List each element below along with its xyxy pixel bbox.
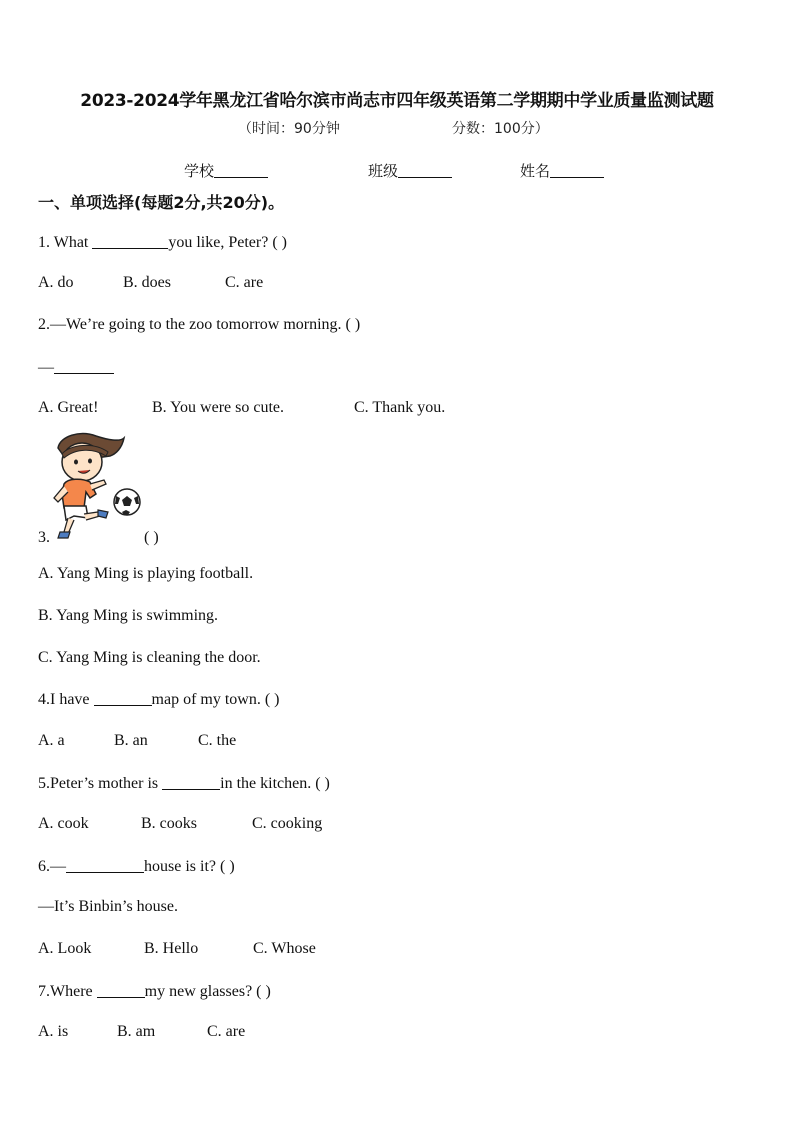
boy-kicking-football-icon <box>50 432 146 542</box>
option-c[interactable]: C. are <box>225 274 264 291</box>
option-c[interactable]: C. the <box>198 732 237 749</box>
name-blank[interactable] <box>550 163 604 178</box>
section-title: 一、单项选择(每题2分,共20分)。 <box>38 193 285 212</box>
question-5-options <box>38 815 322 833</box>
exam-score: 分数：100分） <box>452 121 549 137</box>
question-5: 5.Peter’s mother is in the kitchen. ( ) <box>38 775 330 792</box>
answer-blank[interactable] <box>162 774 220 790</box>
question-1-options <box>38 274 263 292</box>
answer-blank[interactable] <box>92 233 168 249</box>
question-2: 2.—We’re going to the zoo tomorrow morning. ( ) <box>38 316 361 333</box>
question-6-options <box>38 940 316 958</box>
option-b[interactable]: B. am <box>117 1023 156 1040</box>
school-blank[interactable] <box>214 163 268 178</box>
school-field[interactable] <box>184 160 268 181</box>
answer-blank[interactable] <box>66 857 144 873</box>
answer-blank[interactable] <box>54 358 114 374</box>
question-6: 6.— house is it? ( ) <box>38 858 235 875</box>
option-a[interactable]: A. do <box>38 274 74 291</box>
name-field[interactable] <box>520 160 604 181</box>
option-b[interactable]: B. does <box>123 274 171 291</box>
option-b[interactable]: B. cooks <box>141 815 197 832</box>
option-a[interactable]: A. Great! <box>38 399 99 416</box>
option-b[interactable]: B. Hello <box>144 940 199 957</box>
option-b[interactable]: B. You were so cute. <box>152 399 284 416</box>
question-3-option-a[interactable]: A. Yang Ming is playing football. <box>38 565 254 582</box>
option-c[interactable]: C. cooking <box>252 815 323 832</box>
page-title: 2023-2024学年黑龙江省哈尔滨市尚志市四年级英语第二学期期中学业质量监测试题 <box>80 91 714 111</box>
question-7: 7.Where my new glasses? ( ) <box>38 983 271 1000</box>
question-2-reply: — <box>38 358 114 377</box>
class-field[interactable] <box>368 160 452 181</box>
question-4: 4.I have map of my town. ( ) <box>38 691 280 708</box>
option-a[interactable]: A. a <box>38 732 65 749</box>
question-3: 3. ( ) <box>38 529 159 546</box>
option-a[interactable]: A. cook <box>38 815 89 832</box>
name-label: 姓名 <box>520 162 551 180</box>
option-b[interactable]: B. an <box>114 732 148 749</box>
question-6-reply: —It’s Binbin’s house. <box>38 898 179 915</box>
question-1: 1. What you like, Peter? ( ) <box>38 234 287 251</box>
answer-blank[interactable] <box>94 690 152 706</box>
option-c[interactable]: C. Whose <box>253 940 316 957</box>
option-c[interactable]: C. are <box>207 1023 246 1040</box>
class-label: 班级 <box>368 162 399 180</box>
question-3-option-b[interactable]: B. Yang Ming is swimming. <box>38 607 219 624</box>
question-2-options <box>38 399 445 417</box>
school-label: 学校 <box>184 162 215 180</box>
exam-time: （时间：90分钟 <box>238 121 340 137</box>
question-3-option-c[interactable]: C. Yang Ming is cleaning the door. <box>38 649 261 666</box>
question-4-options <box>38 732 236 750</box>
question-7-options <box>38 1023 245 1041</box>
option-a[interactable]: A. is <box>38 1023 69 1040</box>
class-blank[interactable] <box>398 163 452 178</box>
answer-blank[interactable] <box>97 982 145 998</box>
option-c[interactable]: C. Thank you. <box>354 399 446 416</box>
option-a[interactable]: A. Look <box>38 940 92 957</box>
